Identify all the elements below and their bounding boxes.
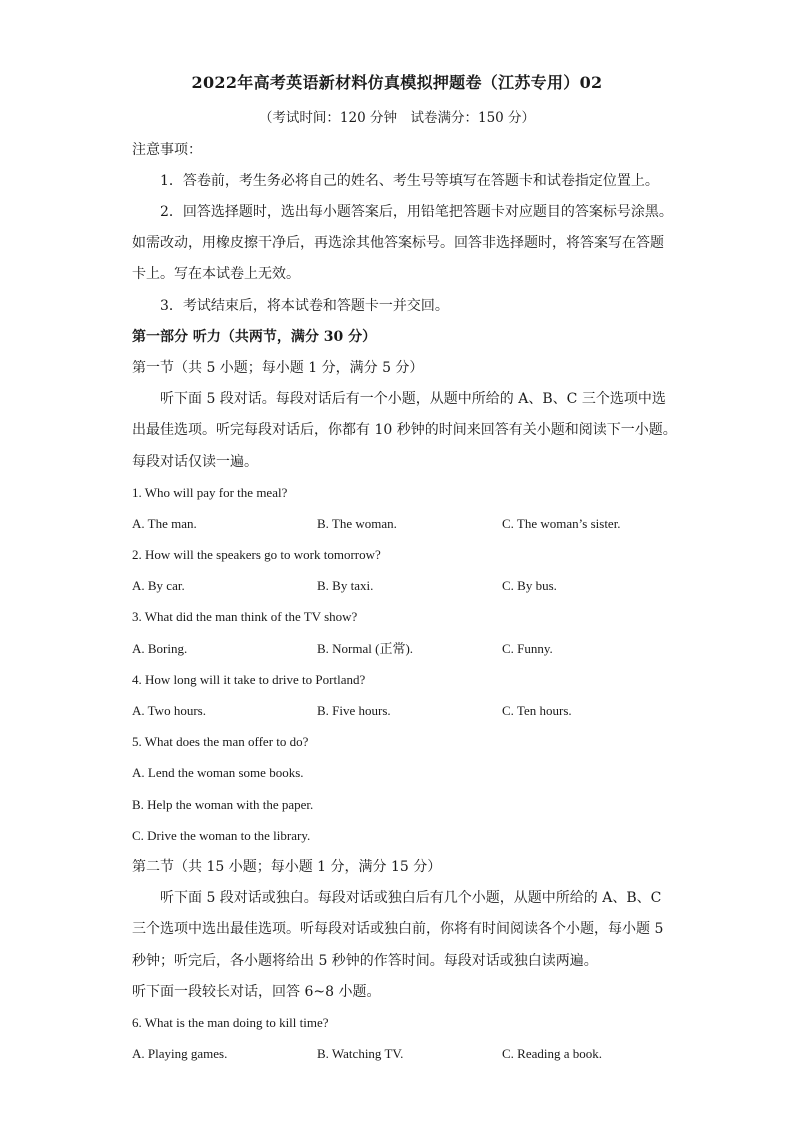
question-3: 3. What did the man think of the TV show? (132, 609, 358, 624)
question-6: 6. What is the man doing to kill time? (132, 1015, 329, 1030)
q5-option-b: B. Help the woman with the paper. (132, 797, 314, 812)
note-item-1: 1．答卷前，考生务必将自己的姓名、考生号等填写在答题卡和试卷指定位置上。 (160, 173, 659, 189)
question-1: 1. Who will pay for the meal? (132, 485, 288, 500)
note-item-2-line-2: 如需改动，用橡皮擦干净后，再选涂其他答案标号。回答非选择题时，将答案写在答题 (132, 235, 664, 251)
question-5: 5. What does the man offer to do? (132, 734, 309, 749)
q2-option-a: A. By car. (132, 578, 185, 593)
q3-option-c: C. Funny. (502, 641, 553, 656)
q6-option-b: B. Watching TV. (317, 1046, 404, 1061)
section1-heading: 第一节（共 5 小题；每小题 1 分，满分 5 分） (132, 360, 424, 376)
section1-instruction-line-2: 出最佳选项。听完每段对话后，你都有 10 秒钟的时间来回答有关小题和阅读下一小题。 (132, 422, 677, 438)
q3-option-b: B. Normal (正常). (317, 641, 414, 656)
q1-option-a: A. The man. (132, 516, 197, 531)
notes-heading: 注意事项： (132, 142, 202, 158)
q2-option-c: C. By bus. (502, 578, 557, 593)
question-2: 2. How will the speakers go to work tomorrow? (132, 547, 381, 562)
exam-title: 2022年高考英语新材料仿真模拟押题卷（江苏专用）02 (191, 73, 603, 92)
q4-option-c: C. Ten hours. (502, 703, 572, 718)
section1-instruction-line-1: 听下面 5 段对话。每段对话后有一个小题，从题中所给的 A、B、C 三个选项中选 (160, 391, 666, 407)
q6-option-c: C. Reading a book. (502, 1046, 603, 1061)
note-item-2-line-1: 2．回答选择题时，选出每小题答案后，用铅笔把答题卡对应题目的答案标号涂黑。 (160, 204, 673, 220)
q5-option-c: C. Drive the woman to the library. (132, 828, 311, 843)
q5-option-a: A. Lend the woman some books. (132, 765, 304, 780)
q3-option-a: A. Boring. (132, 641, 188, 656)
section2-instruction-line-1: 听下面 5 段对话或独白。每段对话或独白后有几个小题，从题中所给的 A、B、C (160, 890, 662, 906)
exam-subtitle: （考试时间：120 分钟 试卷满分：150 分） (258, 110, 536, 126)
q1-option-c: C. The woman’s sister. (502, 516, 621, 531)
section2-heading: 第二节（共 15 小题；每小题 1 分，满分 15 分） (132, 859, 442, 875)
q1-option-b: B. The woman. (317, 516, 397, 531)
note-item-2-line-3: 卡上。写在本试卷上无效。 (132, 266, 300, 282)
section2-instruction-line-2: 三个选项中选出最佳选项。听每段对话或独白前，你将有时间阅读各个小题，每小题 5 (132, 921, 664, 937)
part1-heading: 第一部分 听力（共两节，满分 30 分） (132, 329, 377, 345)
section1-instruction-line-3: 每段对话仅读一遍。 (132, 454, 258, 470)
q2-option-b: B. By taxi. (317, 578, 374, 593)
section2-instruction-line-3: 秒钟；听完后，各小题将给出 5 秒钟的作答时间。每段对话或独白读两遍。 (132, 953, 598, 969)
q6-option-a: A. Playing games. (132, 1046, 228, 1061)
passage-note: 听下面一段较长对话，回答 6~8 小题。 (132, 984, 381, 1000)
q4-option-a: A. Two hours. (132, 703, 206, 718)
note-item-3: 3．考试结束后，将本试卷和答题卡一并交回。 (160, 298, 449, 314)
q4-option-b: B. Five hours. (317, 703, 391, 718)
question-4: 4. How long will it take to drive to Portland? (132, 672, 366, 687)
